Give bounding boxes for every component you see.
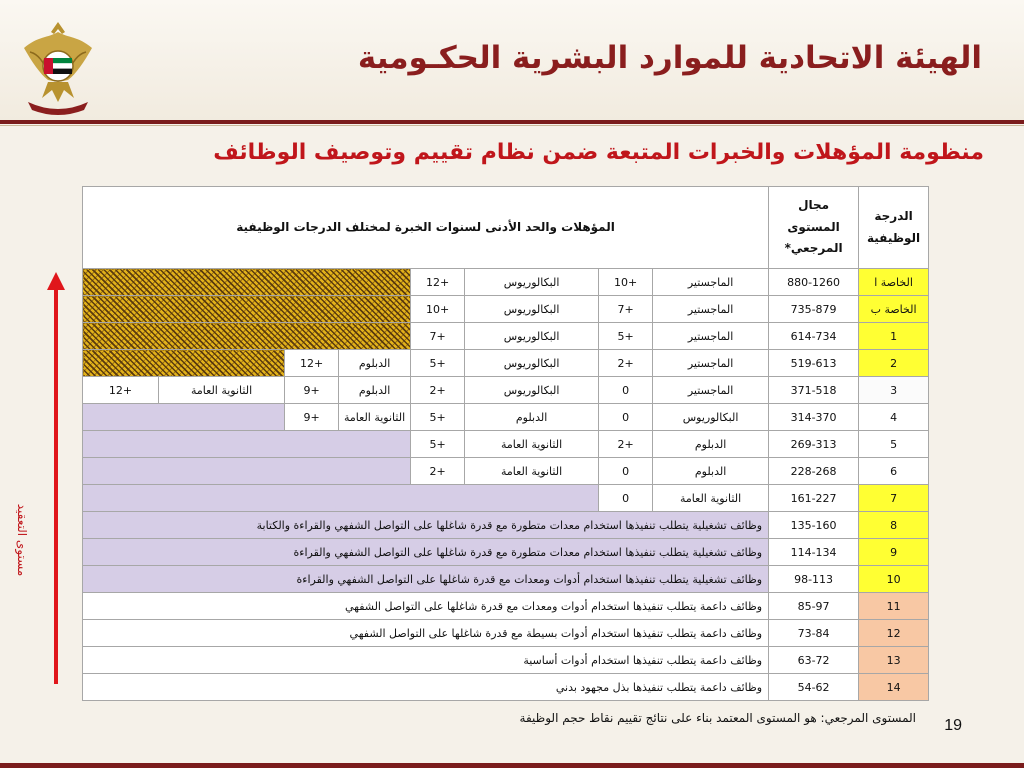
table-header-row (83, 187, 929, 269)
degree-cell: الماجستير (653, 377, 769, 404)
grade-cell: الخاصة ب (859, 296, 929, 323)
reference-range-cell: 85-97 (769, 593, 859, 620)
table-row (83, 674, 929, 701)
header-divider-thin (0, 125, 1024, 126)
degree-cell: الدبلوم (653, 458, 769, 485)
degree-cell: الثانوية العامة (339, 404, 411, 431)
grade-cell: 5 (859, 431, 929, 458)
job-description-cell: وظائف تشغيلية يتطلب تنفيذها استخدام معدات متطورة مع قدرة شاغلها على التواصل الشفهي والقراءة (83, 539, 769, 566)
degree-cell: الدبلوم (339, 350, 411, 377)
table-row (83, 431, 929, 458)
experience-years-cell: 9+ (285, 377, 339, 404)
footer-divider (0, 763, 1024, 768)
filler-cell (83, 350, 285, 377)
experience-years-cell: 9+ (285, 404, 339, 431)
grade-cell: 12 (859, 620, 929, 647)
degree-cell: الثانوية العامة (465, 458, 599, 485)
degree-cell: الثانوية العامة (465, 431, 599, 458)
table-row (83, 566, 929, 593)
reference-level-footnote: المستوى المرجعي: هو المستوى المعتمد بناء على نتائج تقييم نقاط حجم الوظيفة (519, 711, 916, 725)
reference-range-cell: 228-268 (769, 458, 859, 485)
table-row (83, 269, 929, 296)
degree-cell: البكالوريوس (653, 404, 769, 431)
experience-years-cell: 2+ (411, 458, 465, 485)
grade-cell: 13 (859, 647, 929, 674)
experience-years-cell: 0 (599, 377, 653, 404)
experience-years-cell: 5+ (599, 323, 653, 350)
table-row (83, 404, 929, 431)
degree-cell: الماجستير (653, 269, 769, 296)
reference-range-cell: 735-879 (769, 296, 859, 323)
reference-range-cell: 614-734 (769, 323, 859, 350)
table-row (83, 350, 929, 377)
reference-range-cell: 161-227 (769, 485, 859, 512)
experience-years-cell: 7+ (599, 296, 653, 323)
table-row (83, 512, 929, 539)
job-description-cell: وظائف داعمة يتطلب تنفيذها استخدام أدوات أساسية (83, 647, 769, 674)
degree-cell: البكالوريوس (465, 350, 599, 377)
job-description-cell: وظائف تشغيلية يتطلب تنفيذها استخدام أدوات ومعدات مع قدرة شاغلها على التواصل الشفهي والقراءة (83, 566, 769, 593)
degree-cell: الثانوية العامة (653, 485, 769, 512)
experience-years-cell: 2+ (599, 350, 653, 377)
experience-years-cell: 10+ (599, 269, 653, 296)
grade-cell: 3 (859, 377, 929, 404)
experience-years-cell: 2+ (411, 377, 465, 404)
reference-range-cell: 98-113 (769, 566, 859, 593)
header-divider (0, 120, 1024, 124)
filler-cell (83, 404, 285, 431)
header-qualifications: المؤهلات والحد الأدنى لسنوات الخبرة لمختلف الدرجات الوظيفية (83, 187, 769, 269)
experience-years-cell: 7+ (411, 323, 465, 350)
degree-cell: الماجستير (653, 296, 769, 323)
grade-cell: 14 (859, 674, 929, 701)
table-row (83, 458, 929, 485)
table-row (83, 377, 929, 404)
table-row (83, 647, 929, 674)
reference-range-cell: 269-313 (769, 431, 859, 458)
filler-cell (83, 485, 599, 512)
grade-cell: 8 (859, 512, 929, 539)
header-grade: الدرجة الوظيفية (859, 187, 929, 269)
experience-years-cell: 0 (599, 404, 653, 431)
experience-years-cell: 5+ (411, 404, 465, 431)
table-row (83, 620, 929, 647)
reference-range-cell: 54-62 (769, 674, 859, 701)
filler-cell (83, 323, 411, 350)
table-row (83, 323, 929, 350)
reference-range-cell: 314-370 (769, 404, 859, 431)
degree-cell: الدبلوم (653, 431, 769, 458)
grade-cell: 1 (859, 323, 929, 350)
degree-cell: البكالوريوس (465, 323, 599, 350)
reference-range-cell: 880-1260 (769, 269, 859, 296)
reference-range-cell: 73-84 (769, 620, 859, 647)
uae-falcon-emblem-icon (18, 18, 98, 116)
complexity-axis-label: مستوى التعقيد (15, 503, 29, 577)
reference-range-cell: 114-134 (769, 539, 859, 566)
experience-years-cell: 12+ (83, 377, 159, 404)
grade-cell: الخاصة ا (859, 269, 929, 296)
experience-years-cell: 12+ (285, 350, 339, 377)
job-description-cell: وظائف داعمة يتطلب تنفيذها استخدام أدوات ومعدات مع قدرة شاغلها على التواصل الشفهي (83, 593, 769, 620)
experience-years-cell: 0 (599, 458, 653, 485)
complexity-up-arrow-icon (46, 272, 66, 688)
grade-cell: 4 (859, 404, 929, 431)
job-description-cell: وظائف داعمة يتطلب تنفيذها بذل مجهود بدني (83, 674, 769, 701)
filler-cell (83, 458, 411, 485)
filler-cell (83, 269, 411, 296)
degree-cell: الدبلوم (465, 404, 599, 431)
experience-years-cell: 5+ (411, 350, 465, 377)
reference-range-cell: 519-613 (769, 350, 859, 377)
degree-cell: الدبلوم (339, 377, 411, 404)
degree-cell: الماجستير (653, 323, 769, 350)
header-reference-range: مجال المستوى المرجعي* (769, 187, 859, 269)
grade-cell: 9 (859, 539, 929, 566)
filler-cell (83, 431, 411, 458)
reference-range-cell: 63-72 (769, 647, 859, 674)
grade-cell: 11 (859, 593, 929, 620)
table-row (83, 539, 929, 566)
authority-name: الهيئة الاتحادية للموارد البشرية الحكـومية (357, 40, 982, 76)
degree-cell: البكالوريوس (465, 269, 599, 296)
grade-cell: 2 (859, 350, 929, 377)
experience-years-cell: 0 (599, 485, 653, 512)
degree-cell: البكالوريوس (465, 296, 599, 323)
grade-cell: 10 (859, 566, 929, 593)
job-description-cell: وظائف داعمة يتطلب تنفيذها استخدام أدوات بسيطة مع قدرة شاغلها على التواصل الشفهي (83, 620, 769, 647)
experience-years-cell: 2+ (599, 431, 653, 458)
table-row (83, 296, 929, 323)
experience-years-cell: 12+ (411, 269, 465, 296)
grades-qualifications-table (82, 186, 929, 701)
degree-cell: الماجستير (653, 350, 769, 377)
grade-cell: 7 (859, 485, 929, 512)
degree-cell: البكالوريوس (465, 377, 599, 404)
degree-cell: الثانوية العامة (159, 377, 285, 404)
experience-years-cell: 10+ (411, 296, 465, 323)
page-number: 19 (944, 717, 962, 734)
table-row (83, 485, 929, 512)
experience-years-cell: 5+ (411, 431, 465, 458)
table-row (83, 593, 929, 620)
grade-cell: 6 (859, 458, 929, 485)
job-description-cell: وظائف تشغيلية يتطلب تنفيذها استخدام معدات متطورة مع قدرة شاغلها على التواصل الشفهي والقراءة والكتابة (83, 512, 769, 539)
slide-title: منظومة المؤهلات والخبرات المتبعة ضمن نظام تقييم وتوصيف الوظائف (213, 140, 984, 165)
reference-range-cell: 371-518 (769, 377, 859, 404)
reference-range-cell: 135-160 (769, 512, 859, 539)
filler-cell (83, 296, 411, 323)
